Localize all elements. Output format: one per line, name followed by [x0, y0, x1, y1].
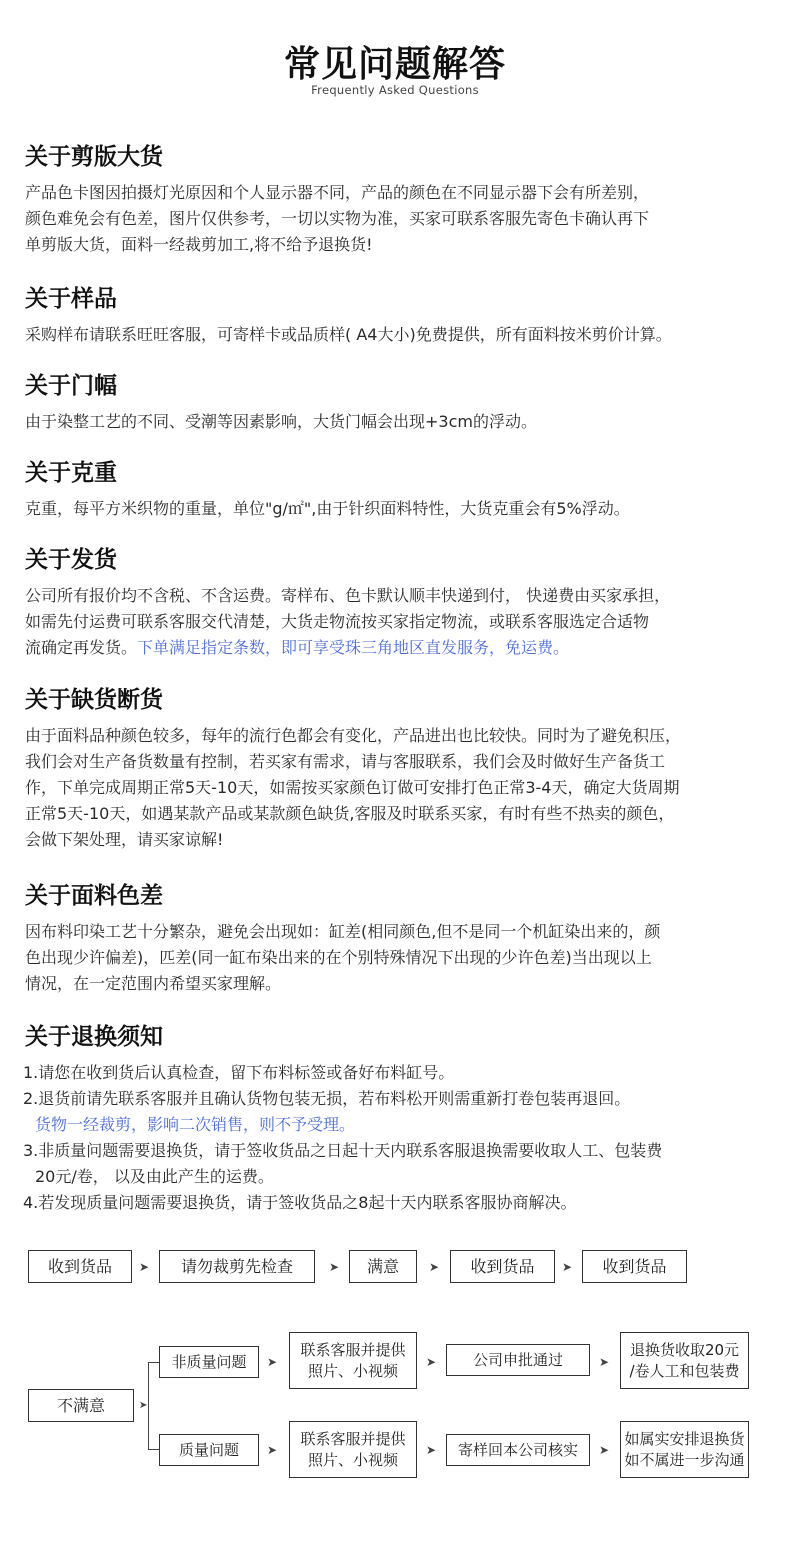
- section-title: 关于缺货断货: [25, 687, 163, 713]
- section-body: [25, 409, 785, 435]
- section-title: 关于样品: [25, 286, 117, 312]
- arrow-right-icon: ➤: [139, 1400, 148, 1411]
- list-item: 2.退货前请先联系客服并且确认货物包装无损，若布料松开则需重新打卷包装再退回。: [23, 1089, 631, 1108]
- body-line: [25, 635, 785, 661]
- body-line: 采购样布请联系旺旺客服，可寄样卡或品质样( A4大小)免费提供，所有面料按米剪价计算。: [25, 325, 672, 344]
- body-line: 公司所有报价均不含税、不含运费。寄样布、色卡默认顺丰快递到付， 快递费由买家承担，: [25, 586, 671, 605]
- body-line: 由于面料品种颜色较多，每年的流行色都会有变化，产品进出也比较快。同时为了避免积压，: [25, 726, 682, 745]
- body-line: 因布料印染工艺十分繁杂，避免会出现如：缸差(相同颜色,但不是同一个机缸染出来的，颜: [25, 922, 661, 941]
- arrow-right-icon: ➤: [267, 1443, 278, 1457]
- flow-step-receive: 收到货品: [28, 1250, 132, 1283]
- section-width: [25, 371, 785, 435]
- flow-text: 联系客服并提供: [300, 1340, 406, 1359]
- flow-step-return-fee: [620, 1332, 749, 1389]
- arrow-right-icon: ➤: [599, 1443, 610, 1457]
- body-line: 产品色卡图因拍摄灯光原因和个人显示器不同，产品的颜色在不同显示器下会有所差别，: [25, 183, 650, 202]
- section-title: 关于发货: [25, 547, 117, 573]
- flow-step-contact-service: [289, 1421, 417, 1478]
- body-line: 如需先付运费可联系客服交代清楚，大货走物流按买家指定物流，或联系客服选定合适物: [25, 612, 650, 631]
- flow-text: /卷人工和包装费: [629, 1361, 740, 1380]
- arrow-right-icon: ➤: [329, 1260, 340, 1274]
- section-shipping: [25, 545, 785, 661]
- body-text: 流确定再发货。: [25, 638, 138, 657]
- body-line: 由于染整工艺的不同、受潮等因素影响，大货门幅会出现+3cm的浮动。: [25, 412, 537, 431]
- body-line: 色出现少许偏差)，匹差(同一缸布染出来的在个别特殊情况下出现的少许色差)当出现以上: [25, 948, 652, 967]
- section-title: 关于门幅: [25, 373, 117, 399]
- flow-step-unsatisfied: 不满意: [28, 1389, 134, 1422]
- flow-step-satisfied: 满意: [349, 1250, 417, 1283]
- section-cut-sample: [25, 142, 785, 258]
- body-line: 作，下单完成周期正常5天-10天，如需按买家颜色订做可安排打色正常3-4天，确定大货周期: [25, 778, 680, 797]
- section-title: 关于克重: [25, 460, 117, 486]
- flow-step-approval: 公司申批通过: [446, 1344, 590, 1376]
- arrow-right-icon: ➤: [426, 1443, 437, 1457]
- flow-text: 照片、小视频: [307, 1450, 398, 1469]
- flow-step-verify-sample: 寄样回本公司核实: [446, 1434, 590, 1466]
- body-line: 情况，在一定范围内希望买家理解。: [25, 974, 282, 993]
- arrow-right-icon: ➤: [599, 1355, 610, 1369]
- flow-text: 退换货收取20元: [629, 1340, 740, 1359]
- flow-step-quality-issue: 质量问题: [159, 1434, 259, 1466]
- body-line: 会做下架处理，请买家谅解!: [25, 830, 224, 849]
- section-body: [25, 180, 785, 258]
- body-line: 克重，每平方米织物的重量，单位"g/㎡",由于针织面料特性，大货克重会有5%浮动。: [25, 499, 630, 518]
- section-title: 关于面料色差: [25, 883, 163, 909]
- arrow-right-icon: ➤: [562, 1260, 573, 1274]
- arrow-right-icon: ➤: [139, 1260, 150, 1274]
- body-line: 单剪版大货，面料一经裁剪加工,将不给予退换货!: [25, 235, 373, 254]
- section-weight: [25, 458, 785, 522]
- flow-step-receive-2: 收到货品: [450, 1250, 555, 1283]
- section-body: [23, 1060, 785, 1216]
- highlight-text: 下单满足指定条数，即可享受珠三角地区直发服务，免运费。: [137, 638, 570, 657]
- section-body: [25, 919, 785, 997]
- branch-connector: [148, 1362, 159, 1363]
- section-body: [25, 723, 785, 853]
- flow-text: 如不属进一步沟通: [624, 1450, 745, 1469]
- section-samples: [25, 284, 785, 348]
- flow-text: 联系客服并提供: [300, 1429, 406, 1448]
- flow-text: 如属实安排退换货: [624, 1429, 745, 1448]
- body-line: 我们会对生产备货数量有控制，若买家有需求，请与客服联系，我们会及时做好生产备货工: [25, 752, 666, 771]
- section-body: [25, 583, 785, 661]
- section-title: 关于剪版大货: [25, 144, 163, 170]
- section-stock: [25, 685, 785, 853]
- body-line: 正常5天-10天，如遇某款产品或某款颜色缺货,客服及时联系买家，有时有些不热卖的颜色，: [25, 804, 675, 823]
- flow-step-resolution: [620, 1421, 749, 1478]
- body-line: 颜色难免会有色差，图片仅供参考，一切以实物为准，买家可联系客服先寄色卡确认再下: [25, 209, 650, 228]
- flow-step-receive-3: 收到货品: [582, 1250, 687, 1283]
- arrow-right-icon: ➤: [429, 1260, 440, 1274]
- section-body: [25, 496, 785, 522]
- section-title: 关于退换须知: [25, 1024, 163, 1050]
- list-item: 3.非质量问题需要退换货，请于签收货品之日起十天内联系客服退换需要收取人工、包装费: [23, 1141, 663, 1160]
- list-item-continued: 20元/卷， 以及由此产生的运费。: [35, 1167, 274, 1186]
- branch-connector: [148, 1449, 159, 1450]
- list-item: 4.若发现质量问题需要退换货，请于签收货品之8起十天内联系客服协商解决。: [23, 1193, 577, 1212]
- highlight-text: 货物一经裁剪，影响二次销售，则不予受理。: [35, 1115, 356, 1134]
- flow-step-inspect: 请勿裁剪先检查: [159, 1250, 315, 1283]
- branch-connector: [148, 1362, 149, 1449]
- arrow-right-icon: ➤: [267, 1355, 278, 1369]
- page-subtitle: Frequently Asked Questions: [311, 83, 479, 97]
- section-color-difference: [25, 881, 785, 997]
- flow-step-non-quality-issue: 非质量问题: [159, 1346, 259, 1378]
- flow-text: 照片、小视频: [307, 1361, 398, 1380]
- section-returns: [25, 1022, 785, 1216]
- section-body: [25, 322, 785, 348]
- arrow-right-icon: ➤: [426, 1355, 437, 1369]
- flow-step-contact-service: [289, 1332, 417, 1389]
- list-item: 1.请您在收到货后认真检查，留下布料标签或备好布料缸号。: [23, 1063, 455, 1082]
- page-title: 常见问题解答: [283, 44, 506, 85]
